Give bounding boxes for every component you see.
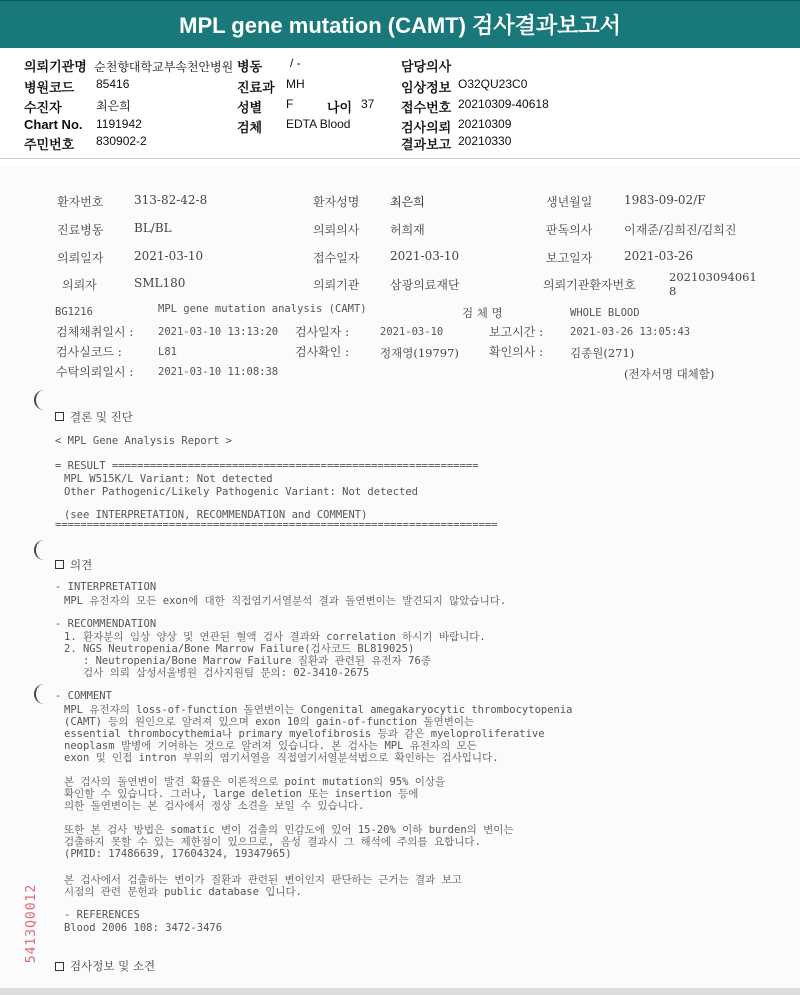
label-test-date: 검사일자 :: [295, 325, 350, 339]
value-department: MH: [286, 77, 305, 91]
value-chart-no: 1191942: [96, 117, 142, 131]
value-confirm-doctor: 김종원(271): [570, 346, 635, 360]
test-code: BG1216: [55, 306, 93, 318]
label-dob: 생년월일: [546, 195, 593, 209]
label-specimen-name: 검 체 명: [462, 306, 503, 320]
recommendation-line-1: 1. 환자분의 임상 양상 및 연관된 혈액 검사 결과와 correlation 하시기 바랍니다.: [64, 631, 486, 643]
reference-1: Blood 2006 108: 3472-3476: [64, 922, 223, 934]
value-collect-time: 2021-03-10 13:13:20: [158, 326, 279, 338]
label-resident-no: 주민번호: [24, 137, 75, 152]
label-attending: 담당의사: [401, 59, 452, 74]
hole-punch-mark: [34, 390, 50, 410]
label-sex: 성별: [237, 100, 263, 115]
label-requester: 의뢰자: [62, 278, 97, 292]
comment-line-7: 확인할 수 있습니다. 그러나, large deletion 또는 insertion 등에: [64, 788, 419, 800]
value-patient-name: 최은희: [390, 195, 425, 209]
value-patient-no: 313-82-42-8: [134, 193, 208, 207]
result-end-rule: ======================================================================: [55, 519, 498, 531]
section-conclusion-heading: 결론 및 진단: [70, 410, 133, 424]
recommendation-line-3: : Neutropenia/Bone Marrow Failure 질환과 관련된 유전자 76종: [64, 655, 431, 667]
comment-line-6: 본 검사의 돌연변이 발견 확률은 이론적으로 point mutation의 95% 이상을: [64, 776, 446, 788]
value-institution-patient-no: 202103094061: [669, 270, 757, 284]
label-clinical-info: 임상정보: [401, 80, 452, 95]
label-requesting-doctor: 의뢰의사: [313, 223, 360, 237]
label-department: 진료과: [237, 80, 275, 95]
label-chart-no: Chart No.: [24, 117, 83, 132]
label-hospital-code: 병원코드: [24, 80, 75, 95]
barcode-stamp: [24, 866, 56, 986]
section-opinion-heading: 의견: [70, 558, 93, 572]
label-report-time: 보고시간 :: [489, 325, 544, 339]
label-lab-code: 검사실코드 :: [56, 345, 122, 359]
comment-line-5: exon 및 인접 intron 부위의 염기서열을 직접염기서열분석법으로 확인하는 검사입니다.: [64, 752, 499, 764]
value-age: 37: [361, 97, 375, 111]
label-age: 나이: [327, 100, 353, 115]
label-specimen: 검체: [237, 120, 263, 135]
stamp-number: 5413Q0012: [24, 883, 40, 964]
value-clinical-info: O32QU23C0: [458, 77, 528, 91]
label-consign-time: 수탁의뢰일시 :: [56, 365, 134, 379]
page-bottom-edge: [0, 988, 800, 995]
comment-line-12: 본 검사에서 검출하는 변이가 질환과 관련된 변이인지 판단하는 근거는 결과 보고: [64, 874, 462, 886]
header-row-1: [24, 56, 233, 75]
report-title: MPL gene mutation (CAMT) 검사결과보고서: [0, 0, 800, 48]
section-bullet-icon: [55, 560, 64, 569]
value-report-date: 2021-03-26: [624, 249, 694, 263]
label-report-date: 보고일자: [546, 251, 593, 265]
references-heading: - REFERENCES: [64, 909, 140, 921]
label-patient-no: 환자번호: [57, 195, 104, 209]
label-result-report: 결과보고: [401, 137, 452, 152]
value-institution: 순천향대학교부속천안병원: [94, 60, 234, 74]
value-consign-time: 2021-03-10 11:08:38: [158, 366, 279, 378]
interpretation-heading: - INTERPRETATION: [55, 581, 157, 593]
label-receipt-date: 접수일자: [313, 251, 360, 265]
value-request-date: 2021-03-10: [134, 249, 204, 263]
value-sex: F: [286, 97, 294, 111]
result-line-1: MPL W515K/L Variant: Not detected: [64, 473, 273, 485]
comment-line-8: 의한 돌연변이는 본 검사에서 정상 소견을 보일 수 있습니다.: [64, 800, 365, 812]
comment-line-9: 또한 본 검사 방법은 somatic 변이 검출의 민감도에 있어 15-20% 이하 burden의 변이는: [64, 824, 514, 836]
header-divider: [0, 158, 800, 159]
value-patient: 최은희: [96, 99, 131, 113]
result-line-2: Other Pathogenic/Likely Pathogenic Variant: Not detected: [64, 486, 419, 498]
label-institution: 의뢰기관명: [24, 59, 87, 74]
value-dob: 1983-09-02/F: [624, 193, 706, 207]
label-reading-doctor: 판독의사: [546, 223, 593, 237]
value-hospital-code: 85416: [96, 77, 130, 91]
recommendation-heading: - RECOMMENDATION: [55, 618, 157, 630]
value-result-report: 20210330: [458, 134, 512, 148]
comment-line-4: neoplasm 발병에 기여하는 것으로 알려져 있습니다. 본 검사는 MPL 유전자의 모든: [64, 740, 477, 752]
value-reading-doctor: 이재준/김희진/김희진: [624, 223, 737, 237]
label-test-request: 검사의뢰: [401, 120, 452, 135]
section-bullet-icon: [55, 962, 64, 971]
value-request-institution: 삼광의료재단: [390, 278, 460, 292]
value-ward: / -: [290, 56, 301, 70]
hole-punch-mark: [34, 540, 50, 560]
value-specimen-name: WHOLE BLOOD: [570, 307, 640, 319]
value-institution-patient-no-suffix: 8: [669, 284, 677, 298]
comment-line-1: MPL 유전자의 loss-of-function 돌연변이는 Congenital amegakaryocytic thrombocytopenia: [64, 704, 573, 716]
comment-line-11: (PMID: 17486639, 17604324, 19347965): [64, 848, 292, 860]
label-test-confirm: 검사확인 :: [295, 345, 350, 359]
value-receipt-date: 2021-03-10: [390, 249, 460, 263]
value-requesting-doctor: 허희재: [390, 223, 425, 237]
label-patient-name: 환자성명: [313, 195, 360, 209]
comment-line-13: 시점의 관련 문헌과 public database 입니다.: [64, 886, 303, 898]
label-request-date: 의뢰일자: [57, 251, 104, 265]
label-patient: 수진자: [24, 100, 62, 115]
label-confirm-doctor: 확인의사 :: [489, 345, 544, 359]
comment-heading: - COMMENT: [55, 690, 112, 702]
recommendation-line-4: 검사 의뢰 삼성서울병원 검사지원팀 문의: 02-3410-2675: [64, 667, 370, 679]
value-receipt-no: 20210309-40618: [458, 97, 549, 111]
hole-punch-mark: [34, 684, 50, 704]
label-receipt-no: 접수번호: [401, 100, 452, 115]
value-clinic-ward: BL/BL: [134, 221, 172, 235]
comment-line-2: (CAMT) 등의 원인으로 알려져 있으며 exon 10의 gain-of-function 돌연변이는: [64, 716, 475, 728]
electronic-signature-note: (전자서명 대체함): [624, 367, 715, 381]
test-name: MPL gene mutation analysis (CAMT): [158, 303, 367, 315]
value-requester: SML180: [134, 276, 186, 290]
section-test-info-heading: 검사정보 및 소견: [70, 959, 156, 973]
value-report-time: 2021-03-26 13:05:43: [570, 326, 691, 338]
value-test-request: 20210309: [458, 117, 512, 131]
result-see-note: (see INTERPRETATION, RECOMMENDATION and COMMENT): [64, 509, 368, 521]
interpretation-text: MPL 유전자의 모든 exon에 대한 직접염기서열분석 결과 돌연변이는 발견되지 않았습니다.: [64, 595, 507, 607]
section-bullet-icon: [55, 412, 64, 421]
comment-line-3: essential thrombocythemia나 primary myelofibrosis 등과 같은 myeloproliferative: [64, 728, 545, 740]
value-lab-code: L81: [158, 346, 177, 358]
report-subtitle: < MPL Gene Analysis Report >: [55, 435, 233, 447]
label-clinic-ward: 진료병동: [57, 223, 104, 237]
label-request-institution: 의뢰기관: [313, 278, 360, 292]
result-rule: = RESULT ==========================================================: [55, 460, 479, 472]
label-institution-patient-no: 의뢰기관환자번호: [543, 278, 636, 292]
label-collect-time: 검체채취일시 :: [56, 325, 134, 339]
value-specimen: EDTA Blood: [286, 117, 351, 131]
value-resident-no: 830902-2: [96, 134, 147, 148]
value-test-confirm: 정재영(19797): [380, 346, 459, 360]
comment-line-10: 검출하지 못할 수 있는 제한점이 있으므로, 음성 결과시 그 해석에 주의를 요합니다.: [64, 836, 481, 848]
label-ward: 병동: [237, 59, 263, 74]
value-test-date: 2021-03-10: [380, 326, 444, 338]
recommendation-line-2: 2. NGS Neutropenia/Bone Marrow Failure(검사코드 BL819025): [64, 643, 415, 655]
